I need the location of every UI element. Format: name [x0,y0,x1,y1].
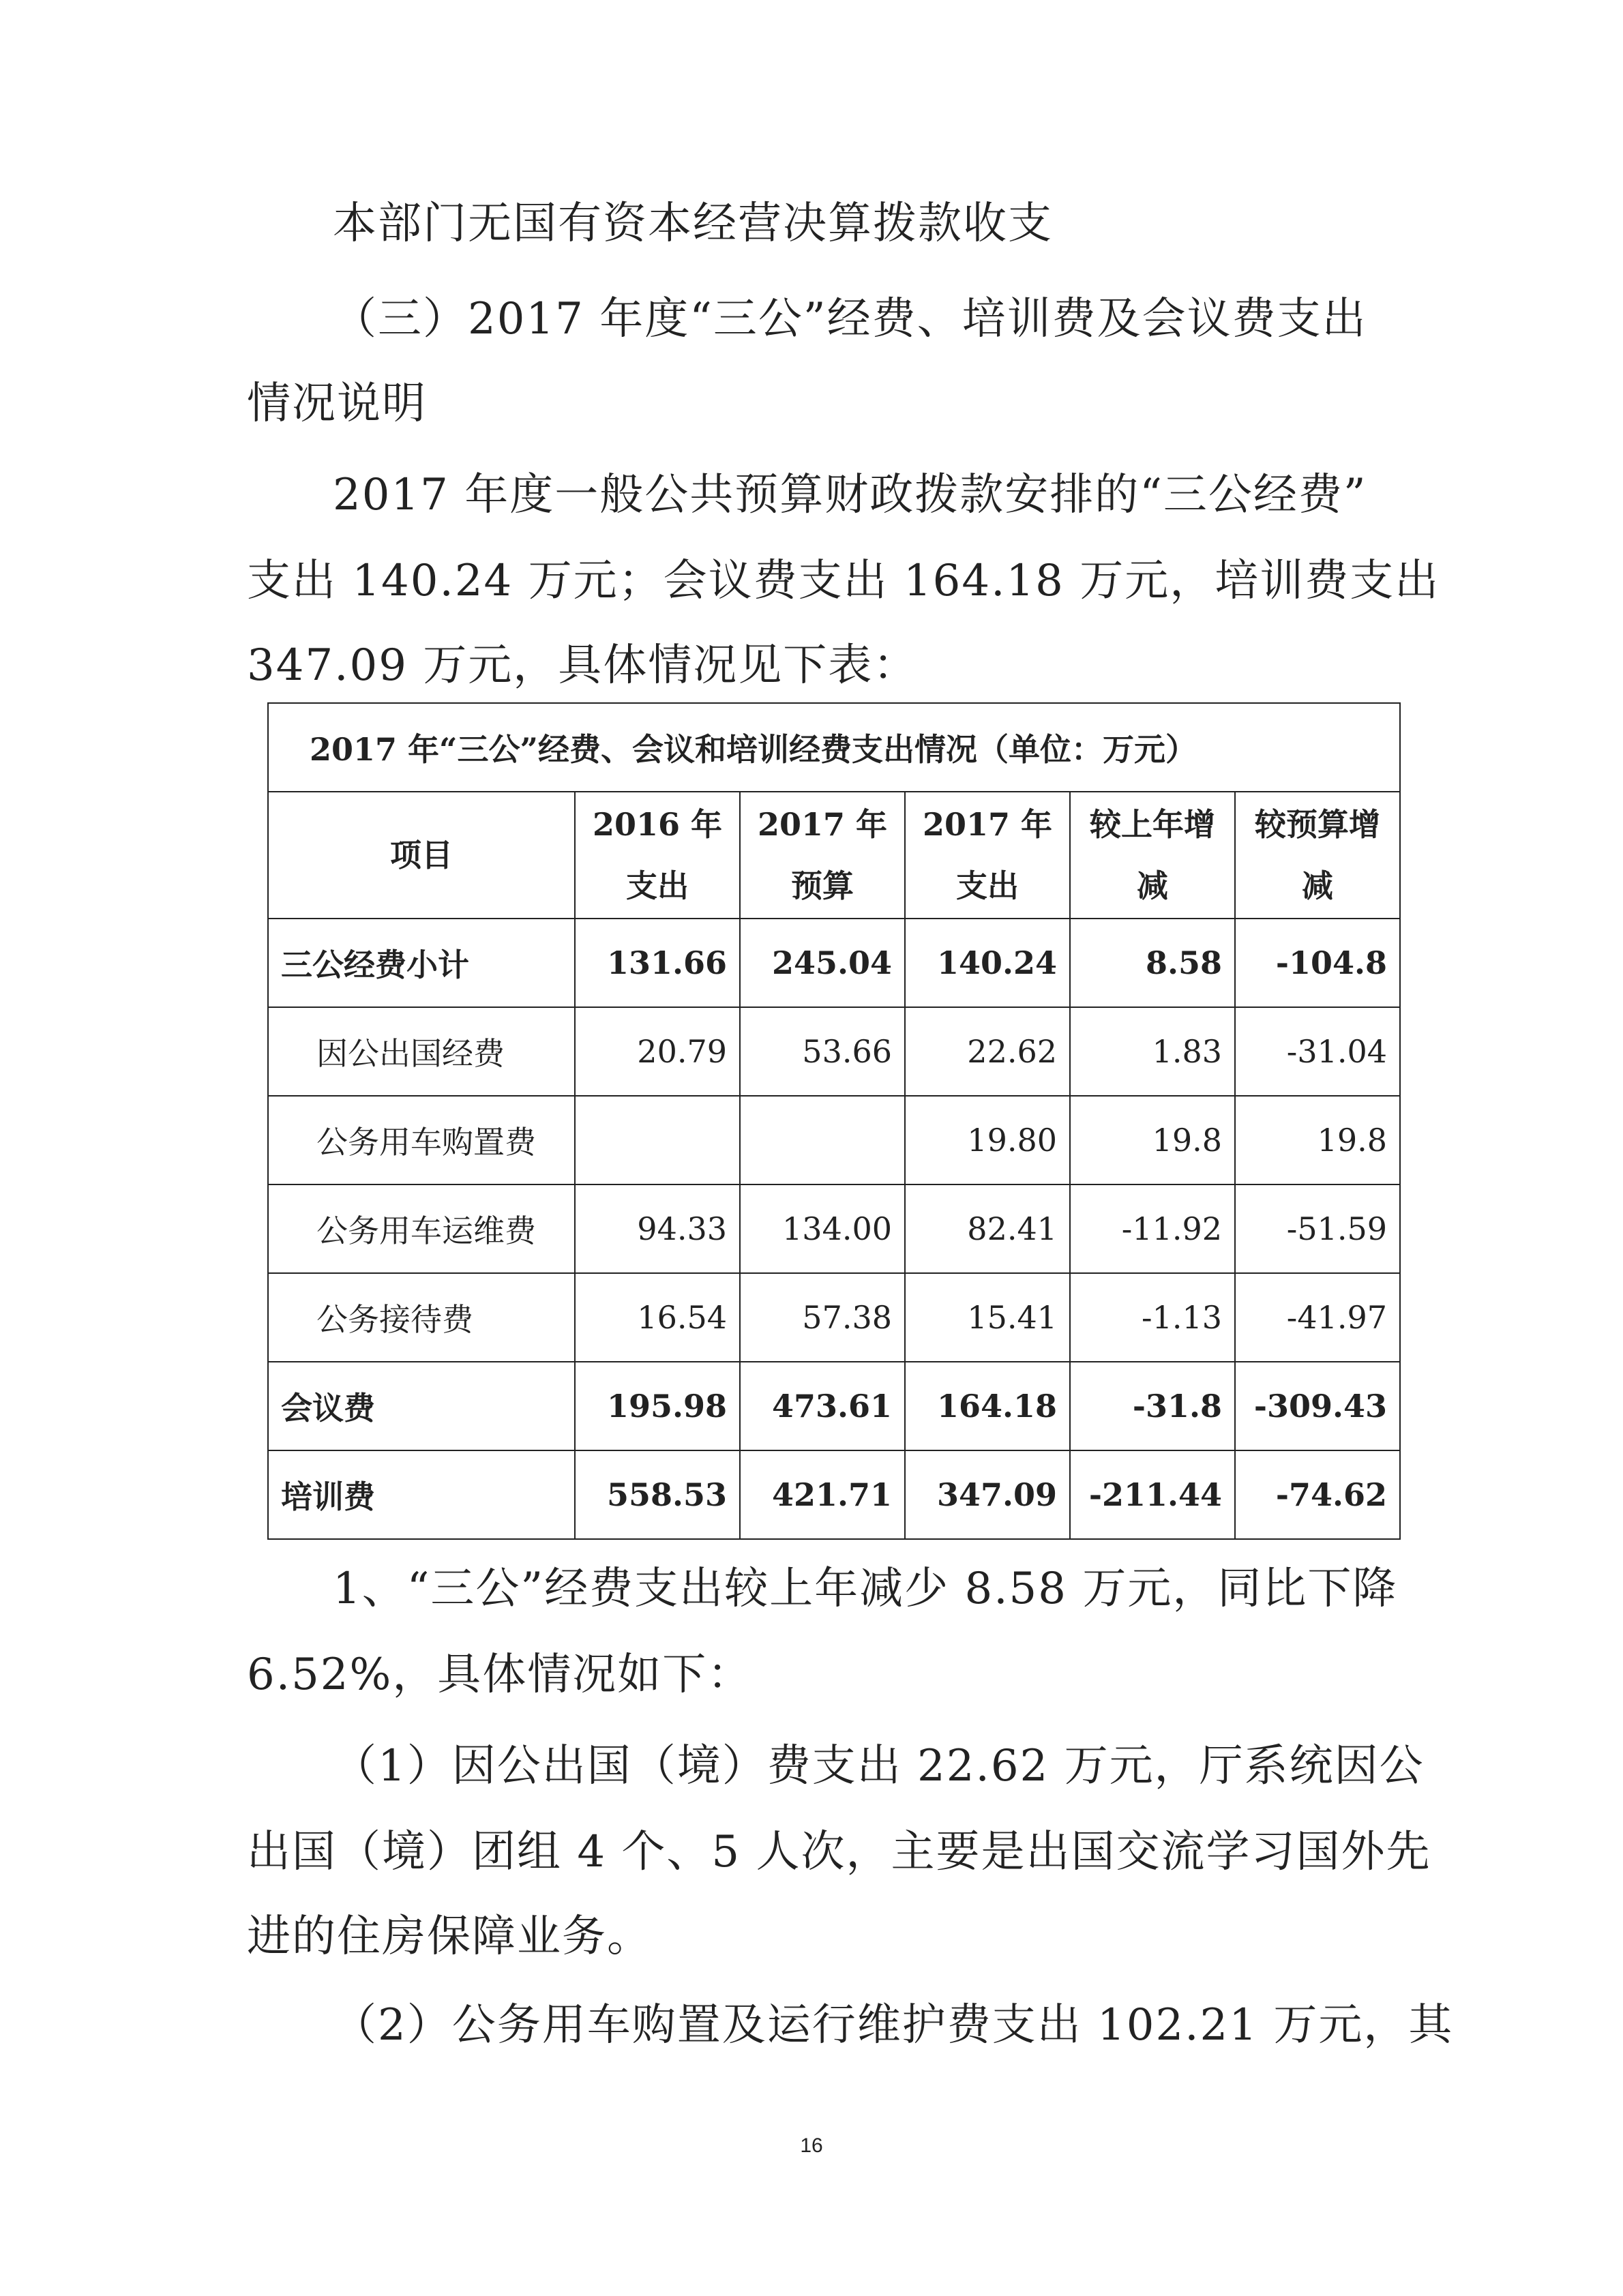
cell-value: 164.18 [905,1362,1070,1450]
row-label: 会议费 [268,1362,575,1450]
cell-value: 421.71 [740,1450,905,1539]
cell-value: 53.66 [740,1007,905,1096]
row-label: 公务接待费 [268,1273,575,1362]
row-label: 三公经费小计 [268,919,575,1007]
cell-value: 347.09 [905,1450,1070,1539]
cell-value: 8.58 [1070,919,1235,1007]
cell-value: -51.59 [1235,1184,1400,1273]
header-2016-expense: 2016 年 支出 [575,792,740,919]
paragraph-line: 进的住房保障业务。 [247,1911,652,1962]
row-label: 公务用车运维费 [268,1184,575,1273]
paragraph-line: 1、“三公”经费支出较上年减少 8.58 万元，同比下降 [333,1564,1398,1614]
cell-value: 16.54 [575,1273,740,1362]
cell-value: 94.33 [575,1184,740,1273]
paragraph-line: 6.52%，具体情况如下： [247,1650,753,1700]
header-item: 项目 [268,792,575,919]
row-label: 因公出国经费 [268,1007,575,1096]
paragraph-line: 347.09 万元，具体情况见下表： [247,640,919,691]
cell-value: 22.62 [905,1007,1070,1096]
cell-value: -31.04 [1235,1007,1400,1096]
table-header-row [268,792,1400,919]
table-title: 2017 年“三公”经费、会议和培训经费支出情况（单位：万元） [268,703,1400,792]
header-2017-expense: 2017 年 支出 [905,792,1070,919]
cell-value: 140.24 [905,919,1070,1007]
paragraph-line: （1）因公出国（境）费支出 22.62 万元，厅系统因公 [333,1741,1425,1791]
cell-value: -211.44 [1070,1450,1235,1539]
expense-table [267,702,1401,1540]
section-heading: （三）2017 年度“三公”经费、培训费及会议费支出 [333,294,1367,344]
cell-value: 19.8 [1235,1096,1400,1184]
cell-value [575,1096,740,1184]
cell-value: 15.41 [905,1273,1070,1362]
table-row [268,1273,1400,1362]
cell-value: -31.8 [1070,1362,1235,1450]
cell-value: 20.79 [575,1007,740,1096]
cell-value: 558.53 [575,1450,740,1539]
header-vs-budget: 较预算增 减 [1235,792,1400,919]
paragraph-line: 本部门无国有资本经营决算拨款收支 [333,198,1053,249]
row-label: 公务用车购置费 [268,1096,575,1184]
cell-value: -1.13 [1070,1273,1235,1362]
cell-value [740,1096,905,1184]
cell-value: -309.43 [1235,1362,1400,1450]
header-2017-budget: 2017 年 预算 [740,792,905,919]
paragraph-line: 出国（境）团组 4 个、5 人次，主要是出国交流学习国外先 [247,1827,1431,1877]
cell-value: 195.98 [575,1362,740,1450]
header-vs-last-year: 较上年增 减 [1070,792,1235,919]
table-row [268,919,1400,1007]
cell-value: 473.61 [740,1362,905,1450]
paragraph-line: 2017 年度一般公共预算财政拨款安排的“三公经费” [333,470,1367,520]
section-heading-cont: 情况说明 [247,378,427,429]
table-row [268,1450,1400,1539]
table-row [268,1184,1400,1273]
cell-value: 57.38 [740,1273,905,1362]
paragraph-line: （2）公务用车购置及运行维护费支出 102.21 万元，其 [333,2000,1454,2051]
cell-value: 19.8 [1070,1096,1235,1184]
cell-value: 134.00 [740,1184,905,1273]
table-row [268,1096,1400,1184]
paragraph-line: 支出 140.24 万元；会议费支出 164.18 万元，培训费支出 [247,556,1440,606]
page-number: 16 [800,2134,823,2157]
cell-value: -74.62 [1235,1450,1400,1539]
cell-value: 19.80 [905,1096,1070,1184]
cell-value: 1.83 [1070,1007,1235,1096]
cell-value: 131.66 [575,919,740,1007]
cell-value: 82.41 [905,1184,1070,1273]
row-label: 培训费 [268,1450,575,1539]
cell-value: -41.97 [1235,1273,1400,1362]
table-row [268,1362,1400,1450]
cell-value: -11.92 [1070,1184,1235,1273]
cell-value: -104.8 [1235,919,1400,1007]
cell-value: 245.04 [740,919,905,1007]
table-row [268,1007,1400,1096]
